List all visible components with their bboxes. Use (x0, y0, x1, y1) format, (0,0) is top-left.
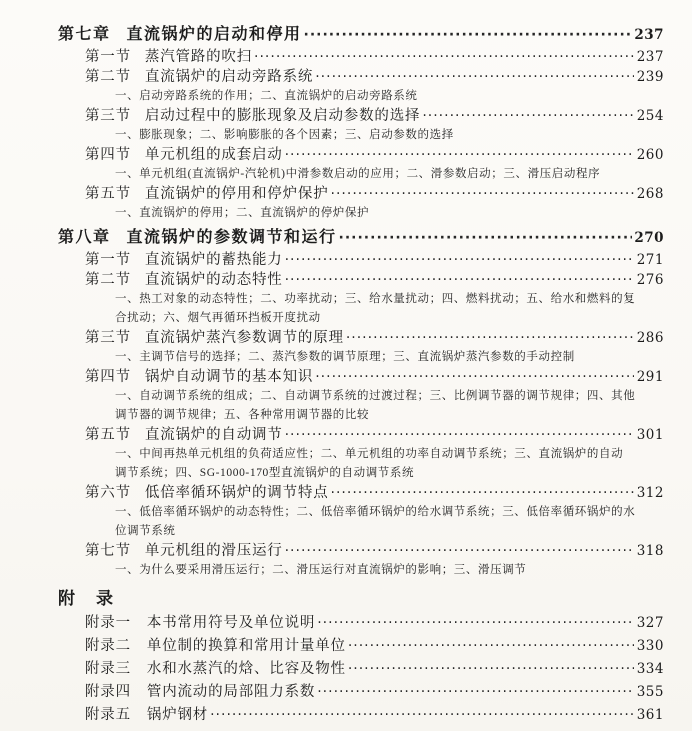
page-number: 312 (636, 485, 664, 501)
page-number: 237 (636, 49, 664, 65)
dot-leader (317, 612, 634, 635)
dot-leader (285, 250, 634, 270)
page-number: 327 (636, 615, 664, 631)
toc-appendix-row (85, 635, 664, 658)
dot-leader (422, 106, 634, 126)
page-number: 301 (636, 427, 664, 443)
appendix-label: 附录四 (85, 684, 131, 700)
appendix-label: 附录二 (85, 638, 131, 654)
page-number: 330 (636, 638, 664, 654)
appendix-title: 管内流动的局部阻力系数 (146, 684, 316, 700)
section-label: 第五节 (85, 427, 131, 443)
toc-section-row (85, 67, 664, 87)
toc-subitem-line: 合扰动；六、烟气再循环挡板开度扰动 (115, 312, 321, 324)
section-title: 低倍率循环锅炉的调节特点 (144, 485, 329, 501)
appendix-label: 附录三 (85, 661, 131, 677)
section-label: 第五节 (85, 186, 131, 202)
toc-section-row (85, 250, 664, 270)
toc-subitem-line: 一、单元机组(直流锅炉-汽轮机)中滑参数启动的应用；二、滑参数启动；三、滑压启动程序 (115, 168, 601, 180)
toc-subitem-line: 一、直流锅炉的停用；二、直流锅炉的停炉保护 (115, 207, 370, 219)
appendix-title: 锅炉钢材 (146, 707, 209, 723)
dot-leader (210, 704, 634, 727)
dot-leader (285, 145, 634, 165)
toc-subitem-line: 一、热工对象的动态特性；二、功率扰动；三、给水量扰动；四、燃料扰动；五、给水和燃料的复 (115, 293, 636, 305)
toc-section-row (85, 145, 664, 165)
section-label: 第二节 (85, 69, 131, 85)
section-title: 直流锅炉蒸汽参数调节的原理 (144, 330, 344, 346)
page-number: 276 (636, 272, 664, 288)
dot-leader (304, 24, 633, 46)
page-number: 361 (636, 707, 664, 723)
section-title: 直流锅炉的蓄热能力 (144, 252, 283, 268)
page-number: 237 (634, 27, 664, 43)
page-number: 239 (636, 69, 664, 85)
chapter-label: 第七章 (58, 26, 111, 43)
toc-section-row (85, 47, 664, 67)
toc-appendix-row (85, 704, 664, 727)
page-number: 260 (636, 147, 664, 163)
chapter-title: 直流锅炉的参数调节和运行 (126, 229, 337, 246)
dot-leader (331, 483, 634, 503)
page-number: 334 (636, 661, 664, 677)
appendix-label: 附录一 (85, 615, 131, 631)
toc-subitem-line: 一、自动调节系统的组成；二、自动调节系统的过渡过程；三、比例调节器的调节规律；四、其他 (115, 390, 636, 402)
page-number: 268 (636, 186, 664, 202)
section-label: 第六节 (85, 485, 131, 501)
dot-leader (348, 658, 634, 681)
dot-leader (339, 227, 633, 249)
appendix-title: 本书常用符号及单位说明 (146, 615, 316, 631)
dot-leader (315, 67, 634, 87)
toc-subitem-line: 调节系统；四、SG-1000-170型直流锅炉的自动调节系统 (115, 467, 415, 479)
toc-chapter-row (58, 227, 664, 249)
section-title: 直流锅炉的自动调节 (144, 427, 283, 443)
section-label: 第七节 (85, 543, 131, 559)
section-title: 锅炉自动调节的基本知识 (144, 369, 314, 385)
section-title: 单元机组的滑压运行 (144, 543, 283, 559)
dot-leader (285, 425, 634, 445)
toc-list (0, 24, 664, 727)
toc-subitem-line: 一、膨胀现象；二、影响膨胀的各个因素；三、启动参数的选择 (115, 129, 454, 141)
toc-appendix-row (85, 681, 664, 704)
page-number: 355 (636, 684, 664, 700)
appendix-heading-text: 附 录 (58, 589, 115, 608)
section-title: 直流锅炉的停用和停炉保护 (144, 186, 329, 202)
appendix-label: 附录五 (85, 707, 131, 723)
appendix-title: 单位制的换算和常用计量单位 (146, 638, 346, 654)
toc-section-row (85, 328, 664, 348)
section-label: 第三节 (85, 330, 131, 346)
toc-section-row (85, 541, 664, 561)
toc-subitem-line: 一、为什么要采用滑压运行；二、滑压运行对直流锅炉的影响；三、滑压调节 (115, 564, 527, 576)
dot-leader (315, 367, 634, 387)
dot-leader (285, 541, 634, 561)
toc-section-row (85, 367, 664, 387)
section-title: 启动过程中的膨胀现象及启动参数的选择 (144, 108, 421, 124)
chapter-title: 直流锅炉的启动和停用 (126, 26, 302, 43)
section-label: 第四节 (85, 369, 131, 385)
toc-section-row (85, 106, 664, 126)
dot-leader (317, 681, 634, 704)
dot-leader (254, 47, 634, 67)
toc-subitem-line: 位调节系统 (115, 525, 176, 537)
section-label: 第二节 (85, 272, 131, 288)
section-label: 第一节 (85, 49, 131, 65)
section-label: 第一节 (85, 252, 131, 268)
section-label: 第四节 (85, 147, 131, 163)
page-number: 254 (636, 108, 664, 124)
page-number: 318 (636, 543, 664, 559)
dot-leader (285, 270, 634, 290)
toc-section-row (85, 425, 664, 445)
dot-leader (348, 635, 634, 658)
dot-leader (331, 184, 634, 204)
toc-appendix-row (85, 612, 664, 635)
toc-section-row (85, 184, 664, 204)
dot-leader (346, 328, 634, 348)
toc-subitem-line: 一、主调节信号的选择；二、蒸汽参数的调节原理；三、直流锅炉蒸汽参数的手动控制 (115, 351, 575, 363)
toc-appendix-heading (58, 588, 664, 610)
page-number: 271 (636, 252, 664, 268)
toc-appendix-row (85, 658, 664, 681)
page-number: 270 (634, 230, 664, 246)
toc-subitem-line: 一、启动旁路系统的作用；二、直流锅炉的启动旁路系统 (115, 90, 418, 102)
chapter-label: 第八章 (58, 229, 111, 246)
section-label: 第三节 (85, 108, 131, 124)
section-title: 单元机组的成套启动 (144, 147, 283, 163)
toc-subitem-line: 调节器的调节规律；五、各种常用调节器的比较 (115, 409, 370, 421)
toc-section-row (85, 270, 664, 290)
section-title: 直流锅炉的动态特性 (144, 272, 283, 288)
toc-chapter-row (58, 24, 664, 46)
section-title: 直流锅炉的启动旁路系统 (144, 69, 314, 85)
appendix-title: 水和水蒸汽的焓、比容及物性 (146, 661, 346, 677)
page-number: 286 (636, 330, 664, 346)
toc-subitem-line: 一、中间再热单元机组的负荷适应性；二、单元机组的功率自动调节系统；三、直流锅炉的自动 (115, 448, 624, 460)
toc-subitem-line: 一、低倍率循环锅炉的动态特性；二、低倍率循环锅炉的给水调节系统；三、低倍率循环锅炉的水 (115, 506, 636, 518)
toc-section-row (85, 483, 664, 503)
section-title: 蒸汽管路的吹扫 (144, 49, 253, 65)
page-number: 291 (636, 369, 664, 385)
